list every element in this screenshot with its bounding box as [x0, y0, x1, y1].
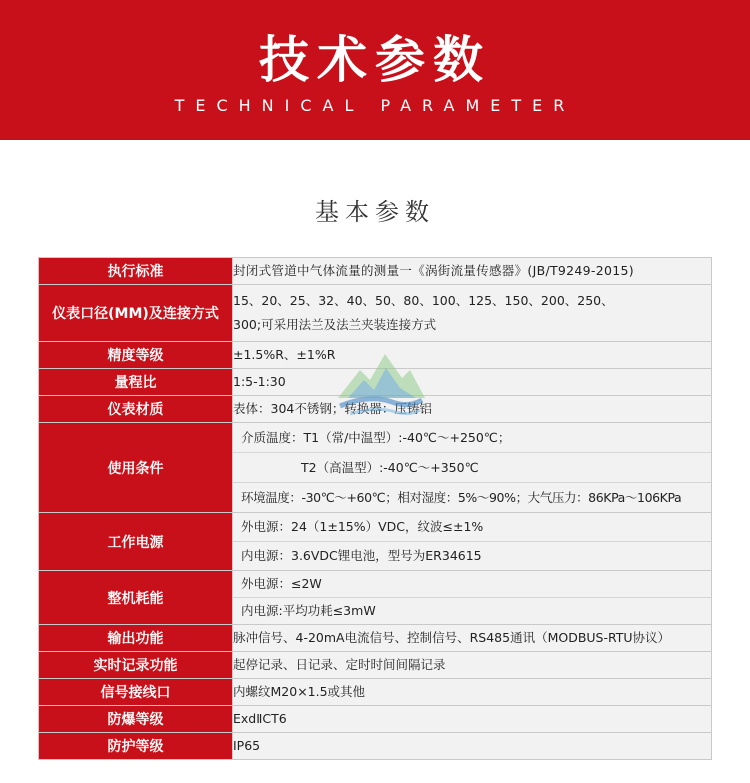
row-value	[233, 625, 712, 652]
value-line: 内电源：3.6VDC锂电池，型号为ER34615	[241, 548, 482, 563]
row-label: 实时记录功能	[39, 652, 233, 679]
value-line: 起停记录、日记录、定时时间间隔记录	[233, 657, 446, 672]
table-row	[39, 423, 712, 513]
row-label: 量程比	[39, 369, 233, 396]
row-label: 执行标准	[39, 258, 233, 285]
row-label: 工作电源	[39, 513, 233, 571]
table-row	[39, 513, 712, 571]
row-label: 防爆等级	[39, 706, 233, 733]
header-banner	[0, 0, 750, 140]
row-value	[233, 571, 712, 625]
value-line: 外电源：24（1±15%）VDC，纹波≤±1%	[233, 513, 711, 542]
row-label: 输出功能	[39, 625, 233, 652]
value-line: ±1.5%R、±1%R	[233, 347, 336, 362]
row-value	[233, 706, 712, 733]
row-label: 仪表材质	[39, 396, 233, 423]
row-value	[233, 285, 712, 342]
value-line: 300;可采用法兰及法兰夹装连接方式	[233, 317, 437, 332]
table-row	[39, 258, 712, 285]
table-row	[39, 285, 712, 342]
value-line: 1:5-1:30	[233, 374, 286, 389]
spec-table	[38, 257, 712, 760]
mountain-logo-icon	[330, 340, 430, 430]
value-line: 环境温度：-30℃～+60℃；相对湿度：5%～90%；大气压力：86KPa～106KPa	[241, 490, 682, 505]
row-value	[233, 652, 712, 679]
banner-title: 技术参数	[259, 31, 491, 89]
row-label: 使用条件	[39, 423, 233, 513]
row-value	[233, 396, 712, 423]
section-title: 基本参数	[315, 198, 435, 226]
row-value	[233, 679, 712, 706]
row-value	[233, 423, 712, 513]
value-line: 15、20、25、32、40、50、80、100、125、150、200、250、	[233, 293, 614, 308]
table-row	[39, 652, 712, 679]
table-row	[39, 625, 712, 652]
row-label: 整机耗能	[39, 571, 233, 625]
row-value	[233, 369, 712, 396]
value-line: 封闭式管道中气体流量的测量一《涡街流量传感器》(JB/T9249-2015)	[233, 263, 634, 278]
row-label: 仪表口径(MM)及连接方式	[39, 285, 233, 342]
row-value	[233, 258, 712, 285]
row-value	[233, 513, 712, 571]
value-line: 介质温度：T1（常/中温型）:-40℃～+250℃；	[233, 423, 711, 453]
table-row	[39, 733, 712, 760]
value-line: ExdⅡCT6	[233, 711, 287, 726]
banner-subtitle: TECHNICAL PARAMETER	[174, 96, 576, 115]
row-label: 精度等级	[39, 342, 233, 369]
value-line: 脉冲信号、4-20mA电流信号、控制信号、RS485通讯（MODBUS-RTU协议）	[233, 630, 671, 645]
row-value	[233, 342, 712, 369]
value-line: T2（高温型）:-40℃～+350℃	[233, 453, 711, 483]
table-row	[39, 679, 712, 706]
value-line: IP65	[233, 738, 261, 753]
row-value	[233, 733, 712, 760]
value-line: 外电源：≤2W	[233, 571, 711, 598]
row-label: 信号接线口	[39, 679, 233, 706]
value-line: 内电源:平均功耗≤3mW	[241, 603, 376, 618]
value-line: 表体：304不锈钢；转换器：压铸铝	[233, 401, 432, 416]
value-line: 内螺纹M20×1.5或其他	[233, 684, 366, 699]
row-label: 防护等级	[39, 733, 233, 760]
table-row	[39, 706, 712, 733]
table-row	[39, 571, 712, 625]
